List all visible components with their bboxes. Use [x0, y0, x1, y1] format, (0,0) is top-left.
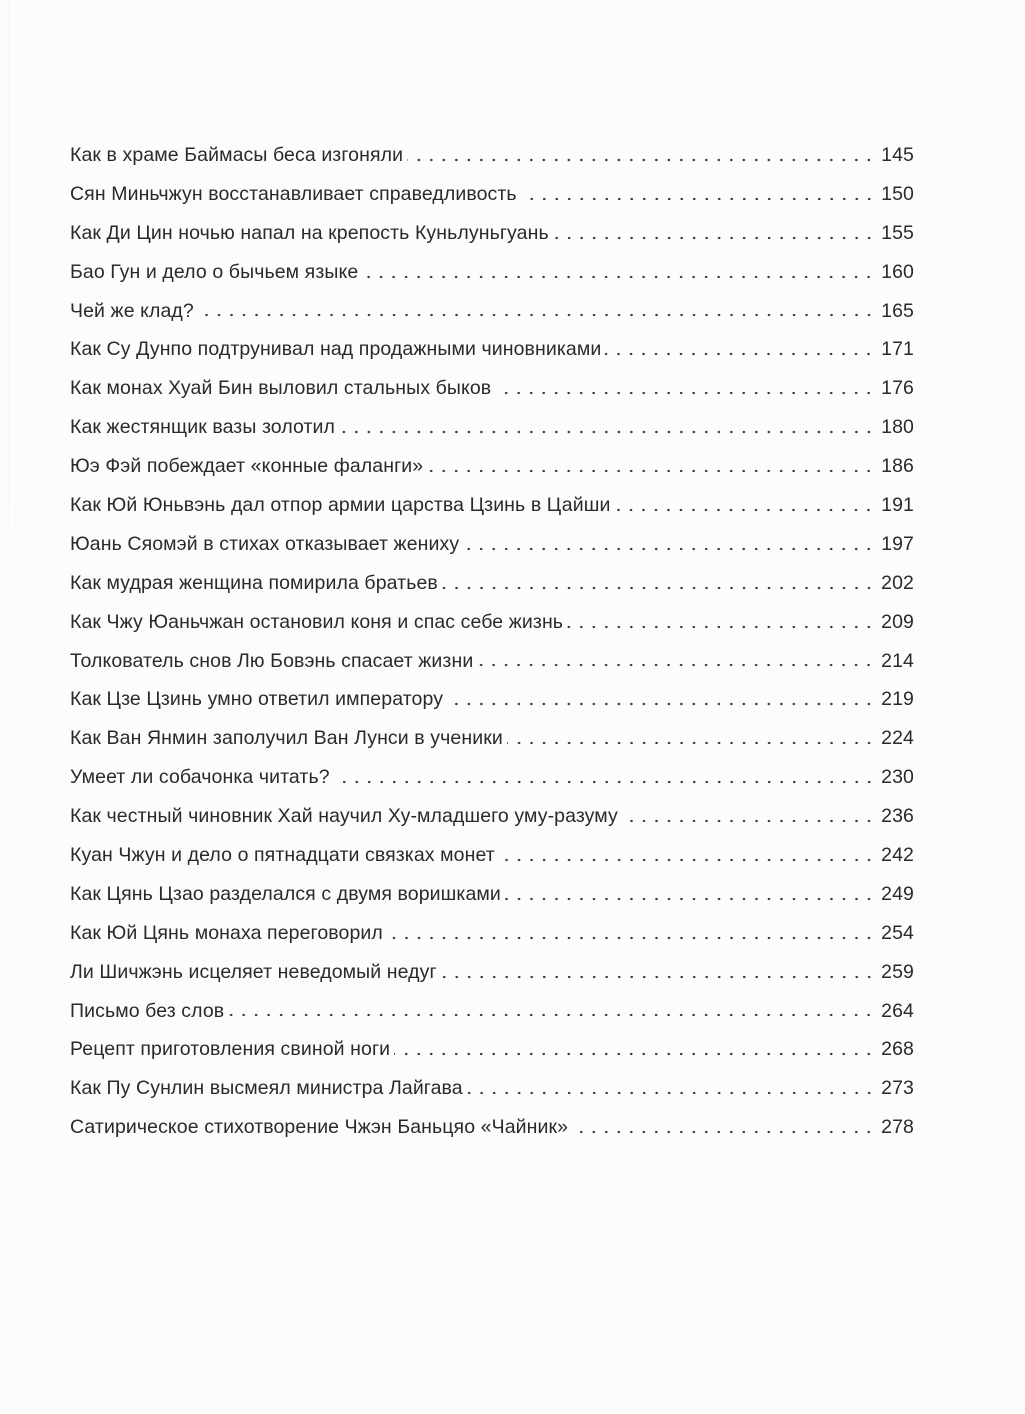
dot-leader	[605, 349, 875, 359]
toc-entry-page: 214	[881, 649, 914, 672]
toc-entry-title: Письмо без слов	[70, 999, 225, 1022]
dot-leader	[228, 1010, 875, 1020]
toc-entry[interactable]	[70, 525, 914, 564]
toc-entry[interactable]	[70, 486, 914, 525]
toc-entry-title: Толкователь снов Лю Бовэнь спасает жизни	[70, 649, 474, 672]
toc-entry-title: Как в храме Баймасы беса изгоняли	[70, 144, 404, 166]
dot-leader	[334, 777, 875, 787]
toc-entry-title: Рецепт приготовления свиной ноги	[70, 1038, 391, 1061]
dot-leader	[495, 388, 875, 398]
toc-entry[interactable]	[70, 447, 914, 486]
dot-leader	[567, 622, 875, 632]
toc-entry-page: 165	[881, 299, 914, 322]
dot-leader	[622, 816, 875, 826]
toc-entry-title: Ли Шичжэнь исцеляет неведомый недуг	[70, 960, 437, 983]
toc-entry-page: 259	[881, 960, 914, 983]
dot-leader	[441, 972, 875, 982]
toc-entry-title: Бао Гун и дело о бычьем языке	[70, 260, 359, 283]
toc-entry-page: 145	[881, 144, 914, 166]
toc-entry-page: 273	[881, 1077, 914, 1100]
dot-leader	[505, 894, 875, 904]
toc-entry-title: Как жестянщик вазы золотил	[70, 416, 336, 439]
dot-leader	[463, 544, 875, 554]
dot-leader	[521, 194, 876, 204]
toc-entry[interactable]	[70, 1108, 914, 1147]
toc-entry-page: 202	[881, 571, 914, 594]
toc-entry-page: 230	[881, 766, 914, 789]
toc-entry-title: Чей же клад?	[70, 299, 194, 322]
toc-entry-page: 209	[881, 610, 914, 633]
toc-entry[interactable]	[70, 330, 914, 369]
toc-entry-page: 197	[881, 532, 914, 555]
toc-entry[interactable]	[70, 914, 914, 953]
dot-leader	[553, 233, 875, 243]
dot-leader	[407, 155, 875, 165]
toc-entry[interactable]	[70, 253, 914, 292]
toc-entry-page: 219	[881, 688, 914, 711]
toc-entry[interactable]	[70, 953, 914, 992]
toc-entry[interactable]	[70, 292, 914, 331]
toc-entry-page: 254	[881, 921, 914, 944]
toc-entry[interactable]	[70, 564, 914, 603]
toc-entry-title: Как Су Дунпо подтрунивал над продажными чиновниками	[70, 338, 602, 361]
toc-entry-title: Юань Сяомэй в стихах отказывает жениху	[70, 532, 460, 555]
toc-entry[interactable]	[70, 136, 914, 175]
toc-entry-page: 278	[881, 1116, 914, 1139]
toc-entry-page: 249	[881, 882, 914, 905]
toc-entry-title: Юэ Фэй побеждает «конные фаланги»	[70, 455, 424, 478]
dot-leader	[572, 1127, 875, 1137]
dot-leader	[339, 427, 875, 437]
toc-entry-title: Как Цзе Цзинь умно ответил императору	[70, 688, 444, 711]
toc-entry-title: Сян Миньчжун восстанавливает справедливость	[70, 182, 517, 205]
dot-leader	[507, 738, 875, 748]
toc-entry-title: Как монах Хуай Бин выловил стальных быков	[70, 377, 492, 400]
dot-leader	[614, 505, 875, 515]
toc-entry-page: 186	[881, 455, 914, 478]
toc-entry-page: 155	[881, 221, 914, 244]
toc-entry-title: Как Пу Сунлин высмеял министра Лайгава	[70, 1077, 463, 1100]
toc-entry-page: 180	[881, 416, 914, 439]
toc-entry-page: 150	[881, 182, 914, 205]
toc-entry[interactable]	[70, 1030, 914, 1069]
toc-entry-page: 224	[881, 727, 914, 750]
dot-leader	[447, 699, 875, 709]
dot-leader	[442, 583, 875, 593]
toc-entry-title: Как Юй Цянь монаха переговорил	[70, 921, 383, 944]
dot-leader	[427, 466, 875, 476]
toc-entry[interactable]	[70, 603, 914, 642]
toc-entry[interactable]	[70, 758, 914, 797]
dot-leader	[467, 1088, 875, 1098]
toc-entry-title: Как Юй Юньвэнь дал отпор армии царства Цзинь в Цайши	[70, 494, 611, 517]
toc-entry[interactable]	[70, 369, 914, 408]
toc-entry-page: 236	[881, 805, 914, 828]
toc-entry-title: Как Ди Цин ночью напал на крепость Куньлуньгуань	[70, 221, 549, 244]
toc-entry-title: Умеет ли собачонка читать?	[70, 766, 330, 789]
toc-entry[interactable]	[70, 875, 914, 914]
toc-entry-title: Как Цянь Цзао разделался с двумя воришками	[70, 882, 501, 905]
toc-entry-page: 160	[881, 260, 914, 283]
toc-entry[interactable]	[70, 408, 914, 447]
dot-leader	[387, 933, 875, 943]
dot-leader	[394, 1049, 875, 1059]
toc-entry-page: 171	[881, 338, 914, 361]
page-edge-shadow	[8, 0, 9, 1414]
toc-entry[interactable]	[70, 719, 914, 758]
table-of-contents	[70, 136, 914, 1147]
dot-leader	[477, 660, 875, 670]
toc-entry[interactable]	[70, 680, 914, 719]
toc-entry-title: Как Ван Янмин заполучил Ван Лунси в ученики	[70, 727, 503, 750]
toc-entry-page: 176	[881, 377, 914, 400]
dot-leader	[198, 310, 875, 320]
toc-entry[interactable]	[70, 797, 914, 836]
toc-entry-title: Куан Чжун и дело о пятнадцати связках монет	[70, 844, 495, 867]
toc-entry-page: 264	[881, 999, 914, 1022]
toc-entry-page: 191	[881, 494, 914, 517]
toc-entry[interactable]	[70, 642, 914, 681]
toc-entry-title: Как мудрая женщина помирила братьев	[70, 571, 438, 594]
toc-entry[interactable]	[70, 992, 914, 1031]
dot-leader	[362, 272, 875, 282]
toc-entry-page: 268	[881, 1038, 914, 1061]
toc-entry-title: Сатирическое стихотворение Чжэн Баньцяо «Чайник»	[70, 1116, 569, 1139]
toc-entry[interactable]	[70, 836, 914, 875]
toc-entry[interactable]	[70, 1069, 914, 1108]
toc-entry[interactable]	[70, 175, 914, 214]
toc-entry[interactable]	[70, 214, 914, 253]
toc-entry-page: 242	[881, 844, 914, 867]
toc-entry-title: Как Чжу Юаньчжан остановил коня и спас себе жизнь	[70, 610, 564, 633]
toc-entry-title: Как честный чиновник Хай научил Ху-младшего уму-разуму	[70, 805, 618, 828]
dot-leader	[499, 855, 875, 865]
